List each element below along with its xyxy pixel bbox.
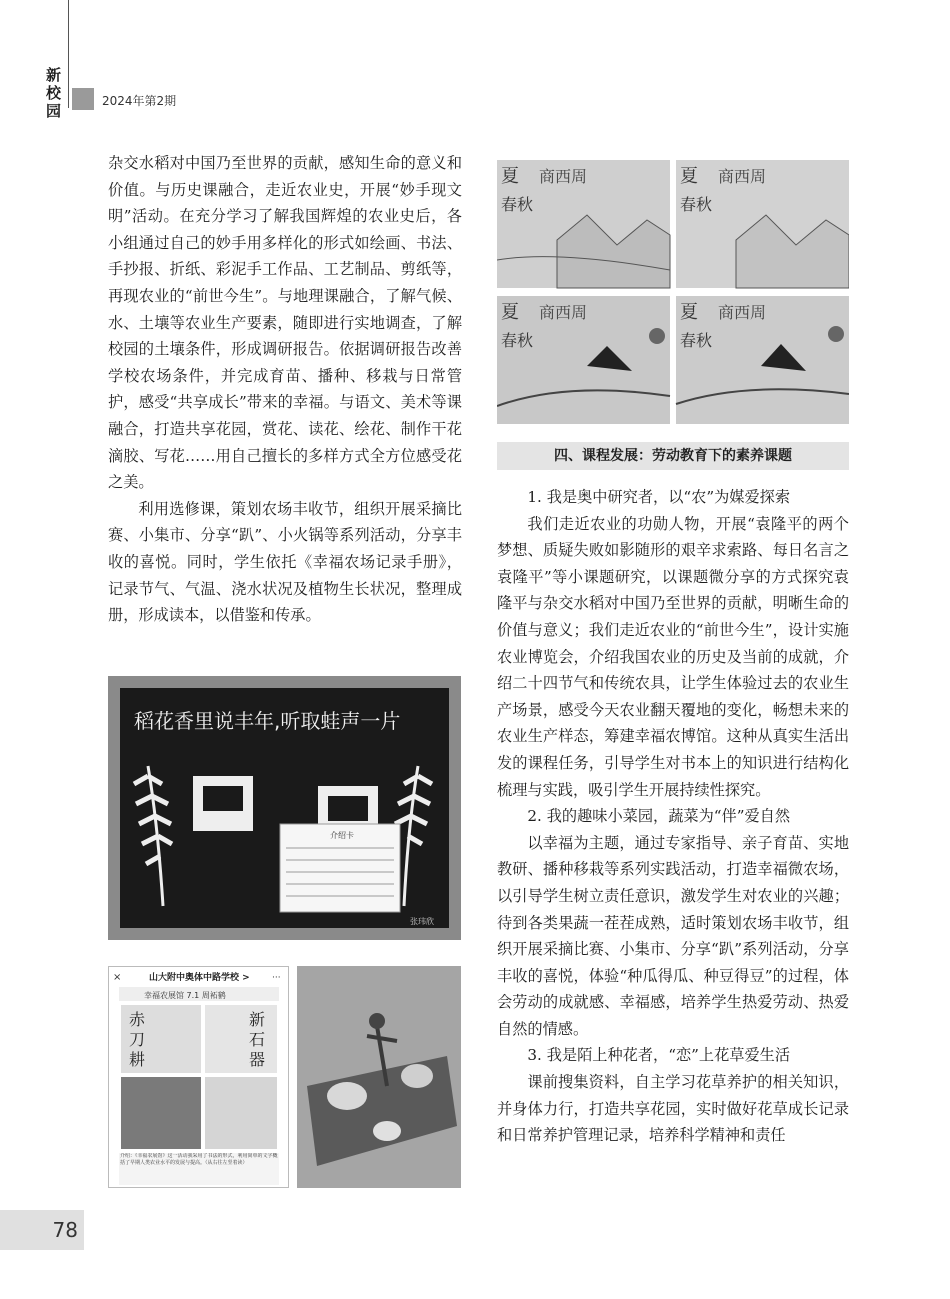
papercut-svg (108, 676, 461, 940)
signature: 张玮欣 (410, 917, 434, 926)
close-icon: × (113, 972, 122, 983)
phone-caption: 介绍：《幸福农展馆》这一活动我采用了书法的形式，利用简单的文字概括了早期人类农业水平的发展与提高。（从右往左竖着读） (120, 1153, 278, 1166)
paragraph: 课前搜集资料，自主学习花草养护的相关知识，并身体力行，打造共享花园，实时做好花草成长记录和日常养护管理记录，培养科学精神和责任 (497, 1073, 849, 1145)
drawing-label: 春秋 (680, 195, 713, 214)
subheading: 2. 我的趣味小菜园，蔬菜为“伴”爱自然 (527, 807, 791, 826)
drawing-label: 商西周 (539, 303, 588, 322)
papercut-title: 稻花香里说丰年,听取蛙声一片 (134, 709, 401, 733)
section-heading: 四、课程发展：劳动教育下的素养课题 (497, 442, 849, 470)
drawing-label: 春秋 (501, 195, 534, 214)
page-number: 78 (0, 1210, 84, 1250)
intro-card-title: 介绍卡 (330, 831, 354, 840)
photo-phone-screenshot (108, 966, 289, 1188)
drawing-label: 春秋 (501, 331, 534, 350)
calligraphy-char: 石 (249, 1030, 266, 1049)
paragraph: 利用选修课，策划农场丰收节，组织开展采摘比赛、小集市、分享“趴”、小火锅等系列活动，分享丰收的喜悦。同时，学生依托《幸福农场记录手册》，记录节气、气温、浇水状况及植物生长状况，整理成册，形成读本，以借鉴和传承。 (108, 499, 462, 625)
left-column (108, 150, 462, 629)
calligraphy-char: 刀 (129, 1030, 146, 1049)
magazine-brand (46, 66, 64, 120)
drawing-label: 夏 (501, 166, 519, 187)
brand-char: 园 (46, 102, 62, 120)
drawing-label: 春秋 (680, 331, 713, 350)
drawing-label: 商西周 (718, 167, 767, 186)
right-column (497, 484, 849, 1149)
drawing-label: 商西周 (718, 303, 767, 322)
drawing-label: 夏 (680, 302, 698, 323)
brand-char: 校 (46, 84, 62, 102)
drawings-svg (497, 160, 849, 424)
banner: 幸福农展馆 7.1 周袥鹤 (144, 991, 226, 1000)
calligraphy-char: 新 (249, 1010, 266, 1029)
paragraph: 杂交水稻对中国乃至世界的贡献，感知生命的意义和价值。与历史课融合，走近农业史，开展“妙手现文明”活动。在充分学习了解我国辉煌的农业史后，各小组通过自己的妙手用多样化的形式如绘画、书法、手抄报、折纸、彩泥手工作品、工艺制品、剪纸等，再现农业的“前世今生”。与地理课融合，了解气候、水、土壤等农业生产要素，随即进行实地调查，了解校园的土壤条件，形成调研报告。依据调研报告改善学校农场条件，并完成育苗、播种、移栽与日常管护，感受“共享成长”带来的幸福。与语文、美术等课融合，打造共享花园，赏花、读花、绘花、制作干花滴胶、写花……用自己擅长的多样方式全方位感受花之美。 (108, 154, 462, 492)
header-rule (68, 0, 69, 108)
phone-title: 山大附中奥体中路学校 > (149, 973, 250, 983)
calligraphy-char: 耕 (129, 1050, 146, 1069)
phone-svg (109, 967, 289, 1188)
issue-label: 2024年第2期 (102, 94, 177, 108)
more-icon: ··· (272, 973, 281, 983)
drawing-label: 夏 (501, 302, 519, 323)
drawing-1 (497, 160, 670, 288)
drawing-label: 夏 (680, 166, 698, 187)
calligraphy-char: 赤 (129, 1010, 146, 1029)
photo-clay-model (297, 966, 461, 1188)
paragraph: 以幸福为主题，通过专家指导、亲子育苗、实地教研、播种移栽等系列实践活动，打造幸福微农场，以引导学生树立责任意识，激发学生对农业的兴趣；待到各类果蔬一茬茬成熟，适时策划农场丰收节，组织开展采摘比赛、小集市、分享“趴”系列活动，分享丰收的喜悦，体验“种瓜得瓜、种豆得豆”的过程，体会劳动的成就感、幸福感，培养学生热爱劳动、热爱自然的情感。 (497, 833, 849, 1038)
photo-papercut (108, 676, 461, 940)
subheading: 1. 我是奥中研究者，以“农”为媒爱探索 (527, 488, 791, 506)
photo-drawings-grid (497, 160, 849, 424)
drawing-4 (676, 296, 849, 424)
drawing-3 (497, 296, 670, 424)
header-square (72, 88, 94, 110)
clay-svg (297, 966, 461, 1188)
subheading: 3. 我是陌上种花者，“恋”上花草爱生活 (527, 1046, 791, 1065)
paragraph: 我们走近农业的功勋人物，开展“袁隆平的两个梦想、质疑失败如影随形的艰辛求索路、每日名言之袁隆平”等小课题研究，以课题微分享的方式探究袁隆平与杂交水稻对中国乃至世界的贡献，明晰生命的价值与意义；我们走近农业的“前世今生”，设计实施农业博览会，介绍我国农业的历史及当前的成就，介绍二十四节气和传统农具，让学生体验过去的农业生产场景，感受今天农业翻天覆地的变化，畅想未来的农业生产样态，筹建幸福农博馆。这种从真实生活出发的课程任务，引导学生对书本上的知识进行结构化梳理与实践，吸引学生开展持续性探究。 (497, 514, 849, 799)
calligraphy-char: 器 (249, 1050, 266, 1069)
drawing-2 (676, 160, 849, 288)
brand-char: 新 (46, 66, 62, 84)
drawing-label: 商西周 (539, 167, 588, 186)
